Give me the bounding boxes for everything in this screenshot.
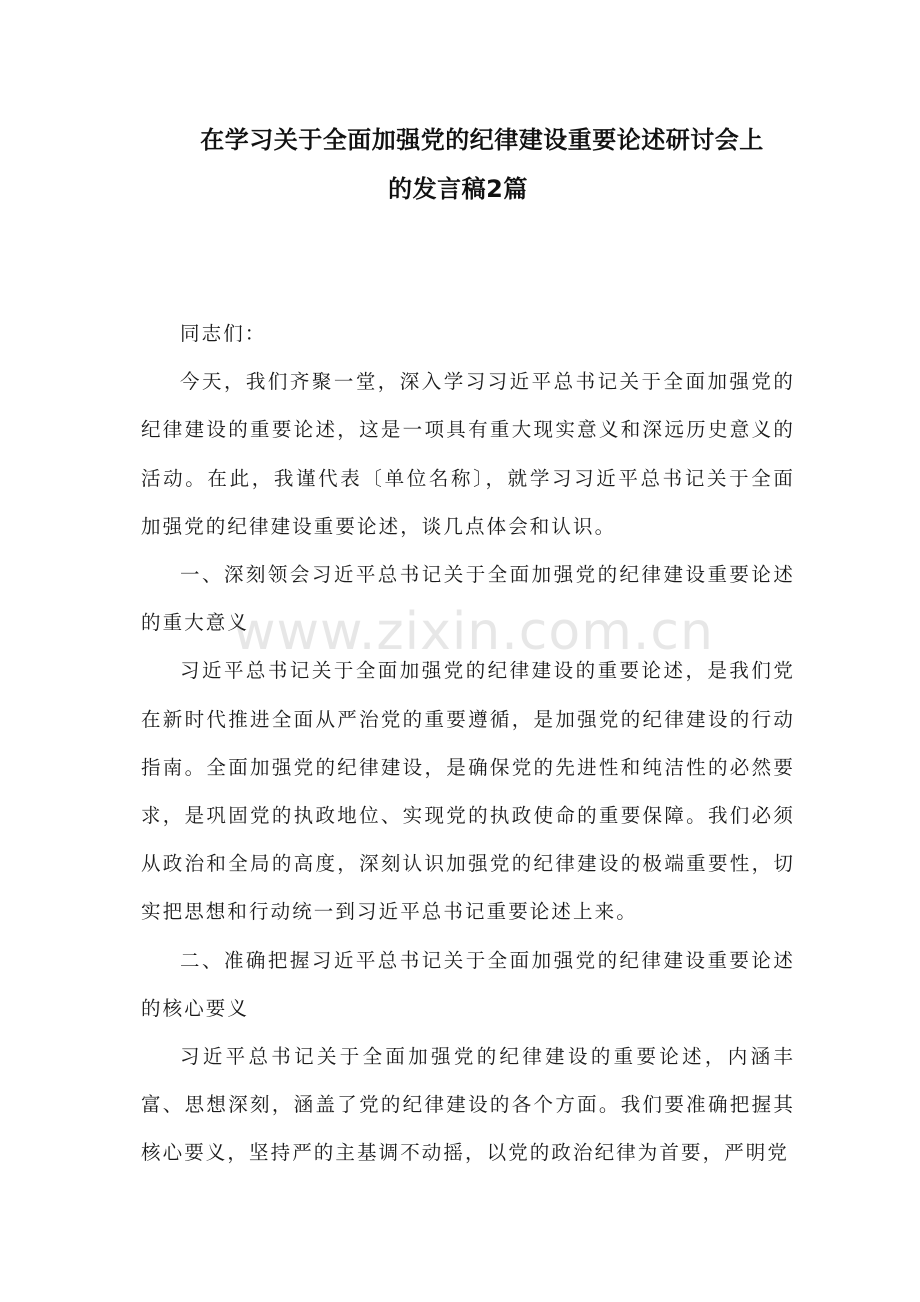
salutation: 同志们：	[180, 322, 267, 345]
section-heading-2: 二、准确把握习近平总书记关于全面加强党的纪律建设重要论述的核心要义	[141, 948, 795, 1020]
paragraph-section-2: 习近平总书记关于全面加强党的纪律建设的重要论述，内涵丰富、思想深刻，涵盖了党的纪律建设的各个方面。我们要准确把握其核心要义，坚持严的主基调不动摇，以党的政治纪律为首要，严明党	[141, 1045, 795, 1165]
paragraph-intro: 今天，我们齐聚一堂，深入学习习近平总书记关于全面加强党的纪律建设的重要论述，这是一项具有重大现实意义和深远历史意义的活动。在此，我谨代表〔单位名称〕，就学习习近平总书记关于全面加强党的纪律建设重要论述，谈几点体会和认识。	[141, 370, 795, 538]
document-title-line-2: 的发言稿2篇	[388, 175, 528, 203]
document-title-line-1: 在学习关于全面加强党的纪律建设重要论述研讨会上	[200, 126, 764, 154]
watermark: www.zixin.com.cn	[233, 602, 714, 662]
paragraph-section-1: 习近平总书记关于全面加强党的纪律建设的重要论述，是我们党在新时代推进全面从严治党的重要遵循，是加强党的纪律建设的行动指南。全面加强党的纪律建设，是确保党的先进性和纯洁性的必然要求，是巩固党的执政地位、实现党的执政使命的重要保障。我们必须从政治和全局的高度，深刻认识加强党的纪律建设的极端重要性，切实把思想和行动统一到习近平总书记重要论述上来。	[141, 659, 795, 924]
section-heading-1: 一、深刻领会习近平总书记关于全面加强党的纪律建设重要论述的重大意义	[141, 563, 795, 635]
document-body	[141, 310, 795, 1178]
